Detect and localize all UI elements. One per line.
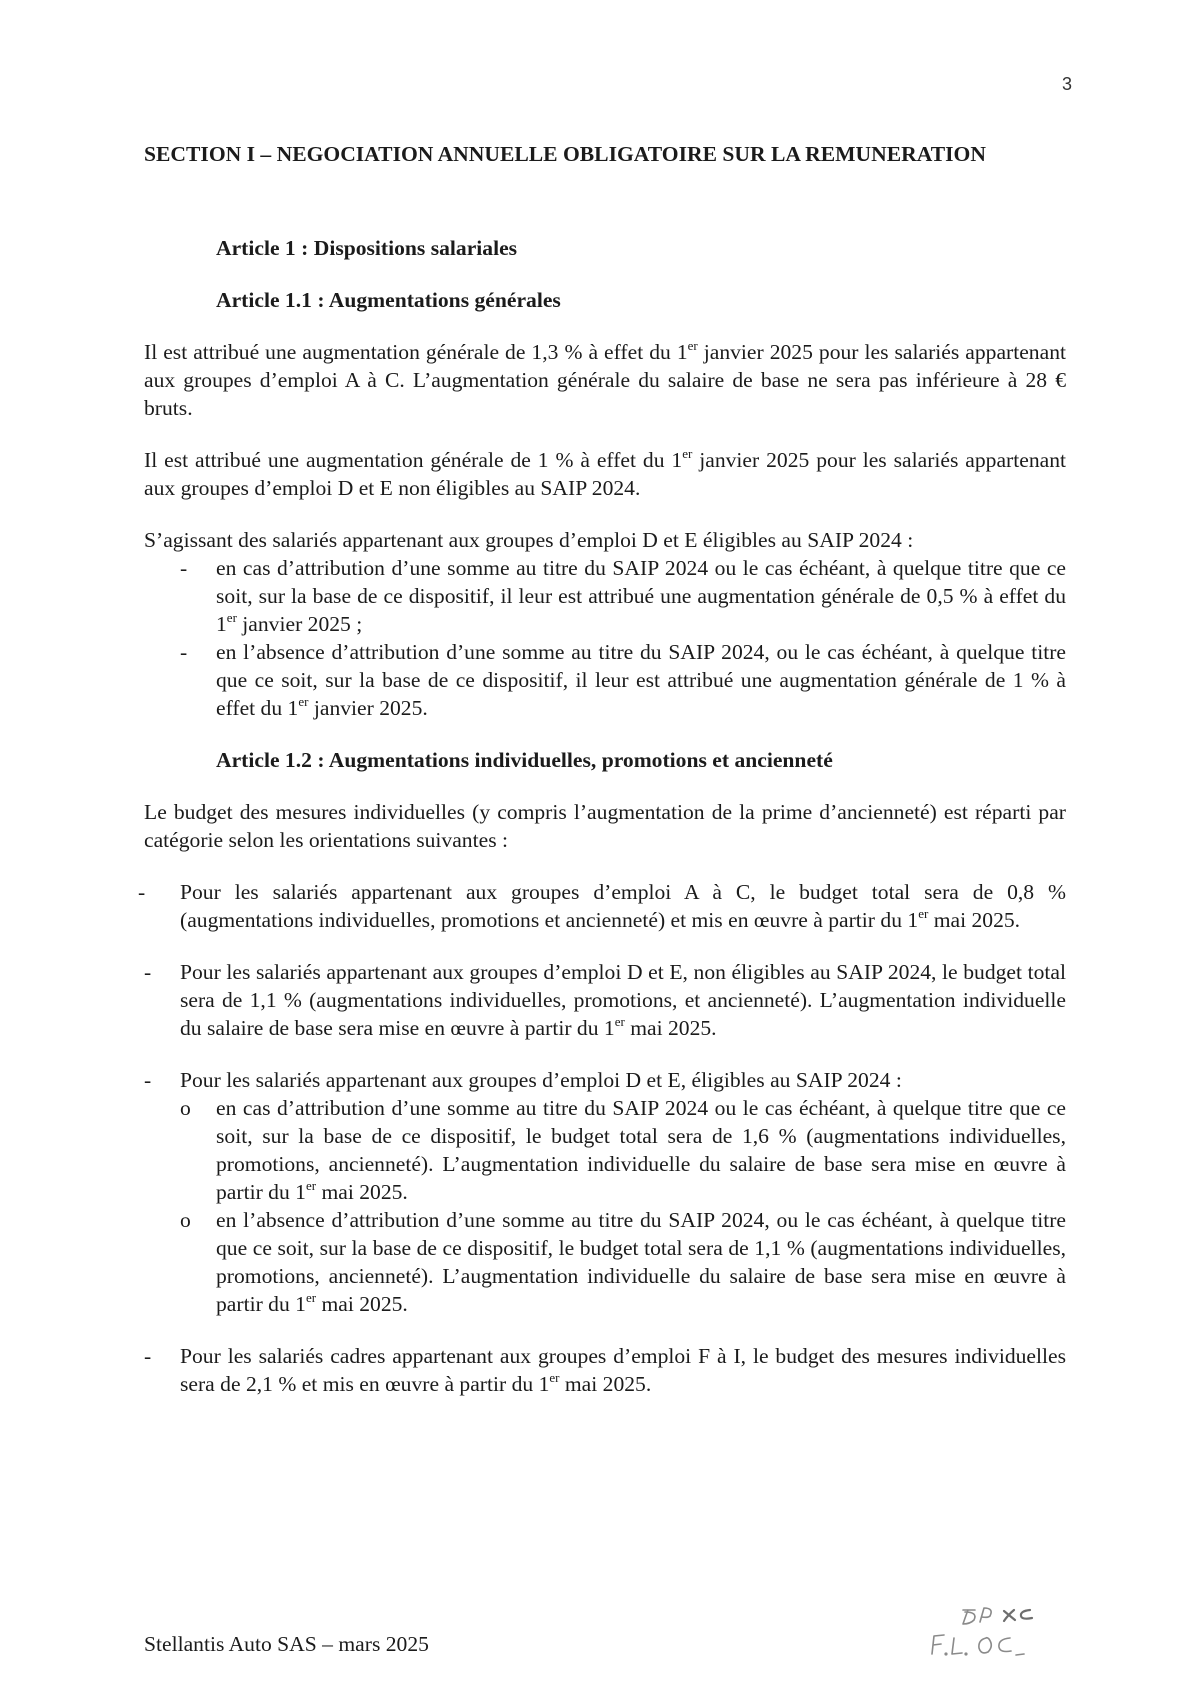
- list-item: - Pour les salariés appartenant aux groupes d’emploi D et E, non éligibles au SAIP 2024, le budget total sera de 1,1 % (augmentations individuelles, promotions, et ancienneté). L’augmentation individuelle du salaire de base sera mise en œuvre à partir du 1er mai 2025.: [144, 960, 1066, 1040]
- section-title: SECTION I – NEGOCIATION ANNUELLE OBLIGATOIRE SUR LA REMUNERATION: [144, 142, 986, 166]
- article-1-2-title: Article 1.2 : Augmentations individuelles, promotions et ancienneté: [216, 748, 833, 772]
- paragraph-individual-budget-intro: Le budget des mesures individuelles (y compris l’augmentation de la prime d’ancienneté) est réparti par catégorie selon les orientations suivantes :: [144, 800, 1066, 852]
- list-item: - Pour les salariés appartenant aux groupes d’emploi D et E, éligibles au SAIP 2024 : o en cas d’attribution d’une somme au titre du SAIP 2024 ou le cas échéant, à quelque titre que ce soit, sur la base de ce dispositif, le budget total sera de 1,6 % (augmentations individuelles, promotions, ancienneté). L’augmentation individuelle du salaire de base sera mise en œuvre à partir du 1er mai 2025. o en l’absence d’attribution d’une somme au titre du SAIP 2024, ou le cas échéant, à quelque titre que ce soit, sur la base de ce dispositif, le budget total sera de 1,1 % (augmentations individuelles, promotions, ancienneté). L’augmentation individuelle du salaire de base sera mise en œuvre à partir du 1er mai 2025.: [144, 1068, 1066, 1316]
- list-item: - Pour les salariés appartenant aux groupes d’emploi A à C, le budget total sera de 0,8 % (augmentations individuelles, promotions et ancienneté) et mis en œuvre à partir du 1er mai 2025.: [138, 880, 1066, 932]
- page-number: 3: [1061, 74, 1072, 94]
- article-1-1-title: Article 1.1 : Augmentations générales: [216, 288, 561, 312]
- list-item: o en cas d’attribution d’une somme au titre du SAIP 2024 ou le cas échéant, à quelque titre que ce soit, sur la base de ce dispositif, le budget total sera de 1,6 % (augmentations individuelles, promotions, ancienneté). L’augmentation individuelle du salaire de base sera mise en œuvre à partir du 1er mai 2025.: [180, 1096, 1066, 1204]
- list-item: - en cas d’attribution d’une somme au titre du SAIP 2024 ou le cas échéant, à quelque titre que ce soit, sur la base de ce dispositif, il leur est attribué une augmentation générale de 0,5 % à effet du 1er janvier 2025 ;: [180, 556, 1066, 636]
- document-body: [138, 140, 1066, 1398]
- saip-sub-list: [180, 1094, 1066, 1318]
- handwritten-initials-icon: [918, 1598, 1058, 1668]
- list-item: o en l’absence d’attribution d’une somme au titre du SAIP 2024, ou le cas échéant, à quelque titre que ce soit, sur la base de ce dispositif, le budget total sera de 1,1 % (augmentations individuelles, promotions, ancienneté). L’augmentation individuelle du salaire de base sera mise en œuvre à partir du 1er mai 2025.: [180, 1208, 1066, 1316]
- article-1-title: Article 1 : Dispositions salariales: [216, 236, 518, 260]
- list-item: - Pour les salariés cadres appartenant aux groupes d’emploi F à I, le budget des mesures individuelles sera de 2,1 % et mis en œuvre à partir du 1er mai 2025.: [144, 1344, 1066, 1396]
- paragraph-general-increase-d-e: Il est attribué une augmentation générale de 1 % à effet du 1er janvier 2025 pour les salariés appartenant aux groupes d’emploi D et E non éligibles au SAIP 2024.: [144, 446, 1066, 500]
- paragraph-general-increase-a-c: Il est attribué une augmentation générale de 1,3 % à effet du 1er janvier 2025 pour les salariés appartenant aux groupes d’emploi A à C. L’augmentation générale du salaire de base ne sera pas inférieure à 28 € bruts.: [144, 338, 1066, 420]
- saip-bullet-list: [144, 554, 1066, 722]
- footer: Stellantis Auto SAS – mars 2025: [144, 1632, 429, 1656]
- paragraph-saip-intro: S’agissant des salariés appartenant aux groupes d’emploi D et E éligibles au SAIP 2024 :: [144, 528, 914, 552]
- individual-budget-list: [138, 878, 1066, 1398]
- list-item: - en l’absence d’attribution d’une somme au titre du SAIP 2024, ou le cas échéant, à quelque titre que ce soit, sur la base de ce dispositif, il leur est attribué une augmentation générale de 1 % à effet du 1er janvier 2025.: [180, 640, 1066, 720]
